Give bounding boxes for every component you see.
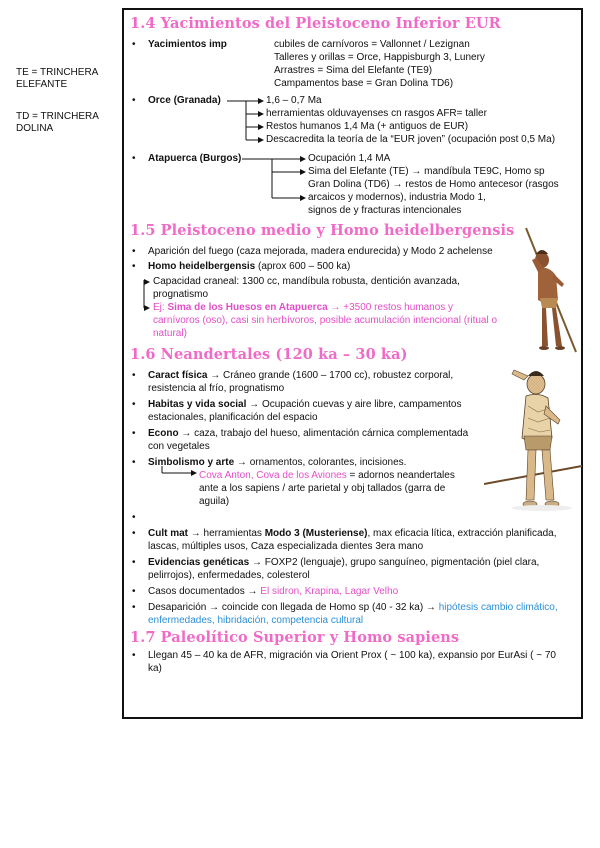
- bullet: •: [132, 650, 136, 661]
- sapiens-line: ka): [148, 663, 162, 674]
- orce-line: herramientas olduvayenses cn rasgos AFR= taller: [266, 108, 487, 119]
- orce-line: 1,6 – 0,7 Ma: [266, 95, 322, 106]
- casos-line: Casos documentados → El sidron, Krapina, Lagar Velho: [148, 586, 399, 597]
- econo-line: con vegetales: [148, 441, 210, 452]
- section-title-1-7: 1.7 Paleolítico Superior y Homo sapiens: [130, 629, 460, 646]
- bullet: •: [132, 153, 136, 164]
- orce-line: Restos humanos 1,4 Ma (+ antiguos de EUR): [266, 121, 469, 132]
- simbolismo-sub: ante a los sapiens / arte parietal y obj tallados (garra de: [199, 483, 446, 494]
- bullet: •: [132, 528, 136, 539]
- sima-huesos-line: Ej: Sima de los Huesos en Atapuerca → +3500 restos humanos y: [153, 302, 454, 313]
- atapuerca-line: arcaicos y modernos), industria Modo 1,: [308, 192, 486, 203]
- sima-huesos-line: natural): [153, 328, 187, 339]
- bullet: •: [132, 457, 136, 468]
- simbolismo-sub: Cova Anton, Cova de los Aviones = adornos neandertales: [199, 470, 455, 481]
- heidelbergensis-sub: prognatismo: [153, 289, 209, 300]
- heidelbergensis-line: Homo heidelbergensis (aprox 600 – 500 ka): [148, 261, 351, 272]
- desaparicion-line: enfermedades, hibridación, competencia cultural: [148, 615, 364, 626]
- caract-line: resistencia al frío, prognatismo: [148, 383, 285, 394]
- yacimientos-line: cubiles de carnívoros = Vallonnet / Lezignan: [274, 39, 470, 50]
- bullet: •: [132, 95, 136, 106]
- bullet-empty: •: [132, 512, 136, 523]
- bullet: •: [132, 246, 136, 257]
- orce-label: Orce (Granada): [148, 95, 221, 106]
- yacimientos-line: Talleres y orillas = Orce, Happisburgh 3, Lunery: [274, 52, 485, 63]
- bullet: •: [132, 602, 136, 613]
- atapuerca-label: Atapuerca (Burgos): [148, 153, 242, 164]
- heidelbergensis-sub: Capacidad craneal: 1300 cc, mandíbula robusta, dentición avanzada,: [153, 276, 460, 287]
- bullet: •: [132, 557, 136, 568]
- evidencias-line: Evidencias genéticas → FOXP2 (lenguaje), grupo sanguíneo, pigmentación (piel clara,: [148, 557, 540, 568]
- orce-line: Descacredita la teoría de la “EUR joven” (ocupación post 0,5 Ma): [266, 134, 556, 145]
- bullet: •: [132, 39, 136, 50]
- yacimientos-line: Campamentos base = Gran Dolina TD6): [274, 78, 454, 89]
- atapuerca-line: Sima del Elefante (TE) → mandíbula TE9C, Homo sp: [308, 166, 545, 177]
- bullet: •: [132, 586, 136, 597]
- evidencias-line: pelirrojos), enfermedades, colesterol: [148, 570, 310, 581]
- hunter-with-spear-figure: [520, 226, 582, 354]
- econo-line: Econo → caza, trabajo del hueso, alimentación cárnica complementada: [148, 428, 469, 439]
- neanderthal-with-spear-figure: [484, 366, 582, 516]
- section-title-1-6: 1.6 Neandertales (120 ka – 30 ka): [130, 346, 408, 363]
- habitat-line: estacionales, planificación del espacio: [148, 412, 318, 423]
- side-note-td: TD = TRINCHERA DOLINA: [16, 111, 99, 134]
- habitat-line: Habitas y vida social → Ocupación cuevas y aire libre, campamentos: [148, 399, 462, 410]
- cult-mat-line: lascas, múltiples usos, Caza especializada dientes 3era mano: [148, 541, 424, 552]
- yacimientos-label: Yacimientos imp: [148, 39, 227, 50]
- sapiens-line: Llegan 45 – 40 ka de AFR, migración via Orient Prox ( ~ 100 ka), expansio por EurAsi ( ~ 70: [148, 650, 556, 661]
- yacimientos-line: Arrastres = Sima del Elefante (TE9): [274, 65, 433, 76]
- atapuerca-line: Gran Dolina (TD6) → restos de Homo antecesor (rasgos: [308, 179, 559, 190]
- desaparicion-line: Desaparición → coincide con llegada de Homo sp (40 - 32 ka) → hipótesis cambio climático,: [148, 602, 558, 613]
- simbolismo-line: Simbolismo y arte → ornamentos, colorantes, incisiones.: [148, 457, 407, 468]
- side-note-te: TE = TRINCHERA ELEFANTE: [16, 67, 98, 90]
- atapuerca-line: signos de y fracturas intencionales: [308, 205, 462, 216]
- atapuerca-line: Ocupación 1,4 MA: [308, 153, 391, 164]
- fire-line: Aparición del fuego (caza mejorada, madera endurecida) y Modo 2 achelense: [148, 246, 493, 257]
- bullet: •: [132, 370, 136, 381]
- caract-line: Caract física → Cráneo grande (1600 – 1700 cc), robustez corporal,: [148, 370, 454, 381]
- bullet: •: [132, 428, 136, 439]
- bullet: •: [132, 261, 136, 272]
- simbolismo-sub: aguila): [199, 496, 230, 507]
- bullet: •: [132, 399, 136, 410]
- sima-huesos-line: carnívoros (oso), casi sin herbívoros, posible acumulación intencional (ritual o: [153, 315, 498, 326]
- cult-mat-line: Cult mat → herramientas Modo 3 (Musteriense), max eficacia lítica, extracción planificada,: [148, 528, 557, 539]
- section-title-1-5: 1.5 Pleistoceno medio y Homo heidelbergensis: [130, 222, 515, 239]
- notes-sheet: [122, 8, 583, 719]
- section-title-1-4: 1.4 Yacimientos del Pleistoceno Inferior EUR: [130, 15, 501, 32]
